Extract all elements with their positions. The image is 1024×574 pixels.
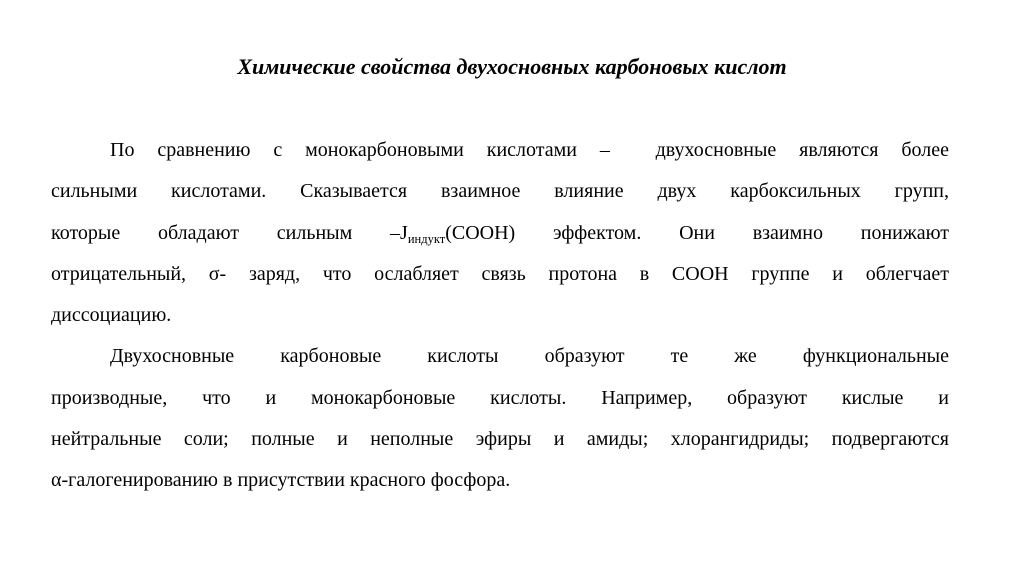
text-line: сильными кислотами. Сказывается взаимное влияние двух карбоксильных групп, bbox=[51, 180, 949, 203]
text-line: α-галогенированию в присутствии красного фосфора. bbox=[51, 469, 511, 492]
body-text bbox=[51, 130, 949, 502]
formula-post-text: (COOH) эффектом. Они взаимно понижают bbox=[445, 221, 949, 244]
text-line: По сравнению с монокарбоновыми кислотами – двухосновные являются более bbox=[110, 139, 949, 161]
text-line: производные, что и монокарбоновые кислоты. Например, образуют кислые и bbox=[51, 386, 949, 409]
text-line: Двухосновные карбоновые кислоты образуют те же функциональные bbox=[110, 345, 949, 368]
text-line-formula bbox=[51, 213, 949, 254]
formula-pre-text: которые обладают сильным –J bbox=[51, 221, 408, 244]
paragraph-2 bbox=[51, 336, 949, 501]
text-line: диссоциацию. bbox=[51, 304, 172, 327]
text-line: нейтральные соли; полные и неполные эфиры и амиды; хлорангидриды; подвергаются bbox=[51, 428, 949, 451]
page-title: Химические свойства двухосновных карбоновых кислот bbox=[237, 54, 787, 79]
text-line: отрицательный, σ- заряд, что ослабляет связь протона в COOH группе и облегчает bbox=[51, 262, 949, 285]
paragraph-1 bbox=[51, 130, 949, 336]
inductive-effect-subscript: индукт bbox=[407, 231, 446, 246]
